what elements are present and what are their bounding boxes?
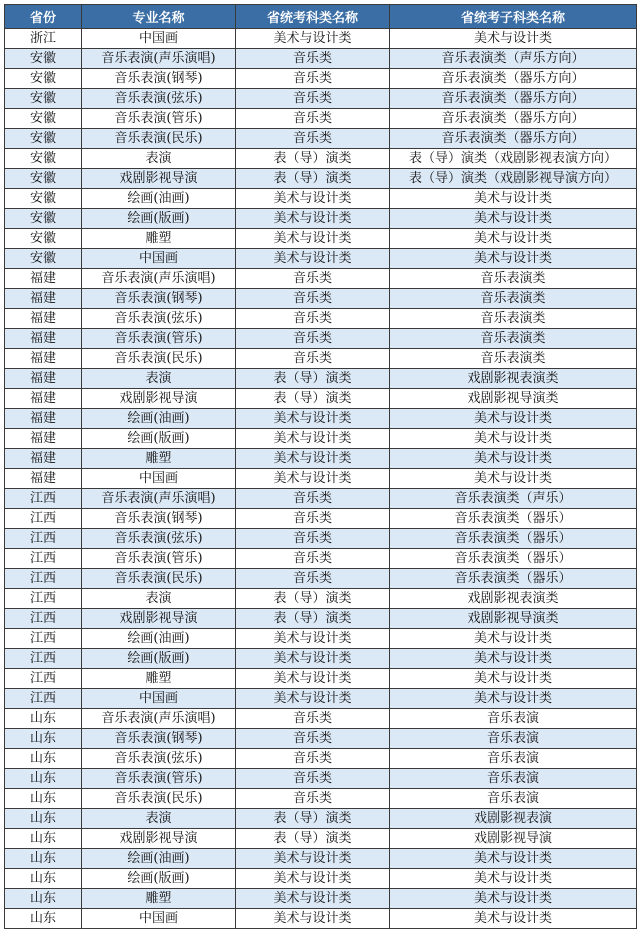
cell-exam-subcategory: 美术与设计类 [390, 469, 637, 489]
cell-exam-subcategory: 音乐表演 [390, 769, 637, 789]
cell-major-name: 音乐表演(管乐) [82, 549, 236, 569]
cell-exam-category: 美术与设计类 [236, 429, 390, 449]
cell-exam-category: 音乐类 [236, 509, 390, 529]
cell-major-name: 音乐表演(钢琴) [82, 289, 236, 309]
cell-major-name: 绘画(油画) [82, 849, 236, 869]
table-row [5, 889, 637, 909]
cell-exam-category: 音乐类 [236, 309, 390, 329]
cell-major-name: 雕塑 [82, 889, 236, 909]
cell-province: 山东 [5, 829, 82, 849]
cell-major-name: 表演 [82, 589, 236, 609]
cell-major-name: 绘画(版画) [82, 429, 236, 449]
cell-exam-category: 音乐类 [236, 109, 390, 129]
cell-province: 江西 [5, 549, 82, 569]
cell-exam-subcategory: 表（导）演类（戏剧影视导演方向） [390, 169, 637, 189]
cell-exam-subcategory: 美术与设计类 [390, 669, 637, 689]
table-row [5, 89, 637, 109]
cell-province: 福建 [5, 389, 82, 409]
table-row [5, 129, 637, 149]
cell-exam-category: 音乐类 [236, 289, 390, 309]
cell-province: 福建 [5, 269, 82, 289]
cell-province: 山东 [5, 729, 82, 749]
cell-major-name: 戏剧影视导演 [82, 389, 236, 409]
cell-province: 安徽 [5, 89, 82, 109]
cell-exam-category: 美术与设计类 [236, 649, 390, 669]
table-row [5, 789, 637, 809]
cell-exam-category: 美术与设计类 [236, 629, 390, 649]
cell-province: 山东 [5, 749, 82, 769]
cell-province: 江西 [5, 589, 82, 609]
cell-exam-subcategory: 音乐表演类（器乐方向） [390, 129, 637, 149]
cell-exam-subcategory: 美术与设计类 [390, 849, 637, 869]
cell-major-name: 音乐表演(弦乐) [82, 89, 236, 109]
table-row [5, 589, 637, 609]
cell-major-name: 戏剧影视导演 [82, 169, 236, 189]
cell-province: 安徽 [5, 49, 82, 69]
cell-province: 山东 [5, 849, 82, 869]
cell-province: 江西 [5, 689, 82, 709]
cell-province: 安徽 [5, 109, 82, 129]
cell-exam-subcategory: 美术与设计类 [390, 449, 637, 469]
cell-province: 福建 [5, 309, 82, 329]
table-row [5, 309, 637, 329]
cell-major-name: 绘画(版画) [82, 209, 236, 229]
cell-province: 安徽 [5, 229, 82, 249]
table-row [5, 249, 637, 269]
cell-major-name: 绘画(版画) [82, 649, 236, 669]
cell-exam-category: 表（导）演类 [236, 389, 390, 409]
table-row [5, 709, 637, 729]
cell-exam-category: 美术与设计类 [236, 469, 390, 489]
cell-province: 山东 [5, 769, 82, 789]
cell-exam-subcategory: 美术与设计类 [390, 429, 637, 449]
table-row [5, 429, 637, 449]
cell-province: 江西 [5, 649, 82, 669]
cell-exam-subcategory: 美术与设计类 [390, 909, 637, 929]
table-row [5, 869, 637, 889]
cell-exam-category: 音乐类 [236, 269, 390, 289]
table-row [5, 329, 637, 349]
table-row [5, 469, 637, 489]
table-row [5, 649, 637, 669]
table-row [5, 749, 637, 769]
cell-province: 山东 [5, 889, 82, 909]
cell-major-name: 表演 [82, 809, 236, 829]
table-row [5, 29, 637, 49]
cell-province: 福建 [5, 349, 82, 369]
cell-major-name: 音乐表演(民乐) [82, 349, 236, 369]
cell-exam-subcategory: 音乐表演类 [390, 349, 637, 369]
cell-province: 江西 [5, 529, 82, 549]
cell-exam-subcategory: 音乐表演类（声乐） [390, 489, 637, 509]
cell-major-name: 音乐表演(民乐) [82, 129, 236, 149]
cell-exam-category: 表（导）演类 [236, 369, 390, 389]
cell-exam-category: 美术与设计类 [236, 29, 390, 49]
cell-major-name: 表演 [82, 149, 236, 169]
cell-province: 安徽 [5, 149, 82, 169]
cell-exam-subcategory: 美术与设计类 [390, 209, 637, 229]
major-table-container [4, 4, 636, 929]
table-row [5, 449, 637, 469]
cell-province: 山东 [5, 709, 82, 729]
cell-major-name: 雕塑 [82, 229, 236, 249]
cell-major-name: 戏剧影视导演 [82, 609, 236, 629]
cell-province: 福建 [5, 369, 82, 389]
cell-major-name: 音乐表演(声乐演唱) [82, 269, 236, 289]
cell-exam-category: 音乐类 [236, 749, 390, 769]
table-row [5, 169, 637, 189]
cell-exam-category: 音乐类 [236, 769, 390, 789]
cell-major-name: 中国画 [82, 29, 236, 49]
header-province: 省份 [5, 5, 82, 29]
major-category-table [4, 4, 637, 929]
cell-province: 浙江 [5, 29, 82, 49]
cell-major-name: 绘画(版画) [82, 869, 236, 889]
cell-major-name: 绘画(油画) [82, 409, 236, 429]
cell-exam-category: 美术与设计类 [236, 229, 390, 249]
cell-exam-category: 音乐类 [236, 49, 390, 69]
cell-province: 安徽 [5, 69, 82, 89]
cell-exam-category: 美术与设计类 [236, 449, 390, 469]
cell-province: 福建 [5, 429, 82, 449]
cell-exam-subcategory: 音乐表演类（器乐） [390, 529, 637, 549]
table-row [5, 629, 637, 649]
cell-exam-category: 音乐类 [236, 129, 390, 149]
cell-exam-subcategory: 音乐表演类（器乐） [390, 569, 637, 589]
cell-exam-subcategory: 美术与设计类 [390, 629, 637, 649]
table-row [5, 689, 637, 709]
table-row [5, 49, 637, 69]
cell-exam-category: 音乐类 [236, 329, 390, 349]
cell-exam-subcategory: 戏剧影视导演 [390, 829, 637, 849]
table-row [5, 109, 637, 129]
cell-exam-category: 美术与设计类 [236, 689, 390, 709]
cell-province: 江西 [5, 609, 82, 629]
header-exam-category: 省统考科类名称 [236, 5, 390, 29]
cell-exam-category: 表（导）演类 [236, 169, 390, 189]
table-row [5, 69, 637, 89]
header-exam-subcategory: 省统考子科类名称 [390, 5, 637, 29]
cell-major-name: 音乐表演(弦乐) [82, 529, 236, 549]
cell-exam-subcategory: 音乐表演类（器乐方向） [390, 109, 637, 129]
cell-exam-category: 表（导）演类 [236, 809, 390, 829]
cell-major-name: 音乐表演(声乐演唱) [82, 709, 236, 729]
cell-exam-subcategory: 戏剧影视表演类 [390, 589, 637, 609]
cell-province: 福建 [5, 329, 82, 349]
cell-major-name: 音乐表演(民乐) [82, 569, 236, 589]
cell-exam-category: 音乐类 [236, 89, 390, 109]
table-row [5, 549, 637, 569]
cell-exam-subcategory: 音乐表演类 [390, 289, 637, 309]
cell-major-name: 音乐表演(弦乐) [82, 749, 236, 769]
cell-province: 福建 [5, 409, 82, 429]
table-row [5, 349, 637, 369]
cell-exam-category: 音乐类 [236, 549, 390, 569]
cell-major-name: 音乐表演(管乐) [82, 329, 236, 349]
cell-exam-subcategory: 音乐表演类（器乐） [390, 549, 637, 569]
cell-major-name: 戏剧影视导演 [82, 829, 236, 849]
table-header-row [5, 5, 637, 29]
cell-exam-subcategory: 美术与设计类 [390, 689, 637, 709]
cell-exam-subcategory: 音乐表演类（声乐方向） [390, 49, 637, 69]
cell-major-name: 雕塑 [82, 449, 236, 469]
cell-exam-category: 音乐类 [236, 569, 390, 589]
cell-exam-subcategory: 音乐表演类（器乐方向） [390, 89, 637, 109]
cell-exam-subcategory: 戏剧影视导演类 [390, 609, 637, 629]
cell-exam-subcategory: 戏剧影视表演 [390, 809, 637, 829]
table-row [5, 149, 637, 169]
cell-exam-subcategory: 美术与设计类 [390, 249, 637, 269]
cell-major-name: 音乐表演(钢琴) [82, 69, 236, 89]
table-row [5, 809, 637, 829]
cell-exam-category: 音乐类 [236, 709, 390, 729]
table-row [5, 389, 637, 409]
table-row [5, 269, 637, 289]
cell-exam-category: 音乐类 [236, 789, 390, 809]
cell-province: 福建 [5, 449, 82, 469]
cell-exam-subcategory: 戏剧影视导演类 [390, 389, 637, 409]
cell-exam-subcategory: 美术与设计类 [390, 409, 637, 429]
cell-exam-subcategory: 音乐表演类 [390, 329, 637, 349]
cell-exam-category: 美术与设计类 [236, 669, 390, 689]
cell-exam-subcategory: 表（导）演类（戏剧影视表演方向） [390, 149, 637, 169]
table-row [5, 569, 637, 589]
cell-province: 江西 [5, 629, 82, 649]
cell-exam-category: 音乐类 [236, 69, 390, 89]
table-body [5, 29, 637, 929]
cell-exam-subcategory: 美术与设计类 [390, 869, 637, 889]
cell-exam-category: 美术与设计类 [236, 889, 390, 909]
cell-exam-subcategory: 音乐表演类 [390, 269, 637, 289]
cell-exam-category: 表（导）演类 [236, 829, 390, 849]
cell-exam-subcategory: 美术与设计类 [390, 29, 637, 49]
cell-exam-category: 音乐类 [236, 529, 390, 549]
cell-exam-category: 美术与设计类 [236, 249, 390, 269]
table-row [5, 669, 637, 689]
cell-province: 山东 [5, 869, 82, 889]
table-row [5, 489, 637, 509]
table-row [5, 609, 637, 629]
cell-exam-category: 美术与设计类 [236, 849, 390, 869]
cell-major-name: 音乐表演(声乐演唱) [82, 49, 236, 69]
header-major-name: 专业名称 [82, 5, 236, 29]
cell-exam-category: 表（导）演类 [236, 149, 390, 169]
cell-exam-subcategory: 音乐表演类（器乐） [390, 509, 637, 529]
cell-province: 山东 [5, 809, 82, 829]
cell-province: 安徽 [5, 209, 82, 229]
cell-exam-subcategory: 音乐表演 [390, 789, 637, 809]
cell-exam-category: 表（导）演类 [236, 609, 390, 629]
cell-province: 安徽 [5, 129, 82, 149]
cell-province: 安徽 [5, 169, 82, 189]
table-row [5, 769, 637, 789]
cell-major-name: 雕塑 [82, 669, 236, 689]
cell-major-name: 音乐表演(管乐) [82, 769, 236, 789]
table-row [5, 289, 637, 309]
cell-province: 江西 [5, 489, 82, 509]
cell-exam-category: 音乐类 [236, 489, 390, 509]
cell-province: 山东 [5, 789, 82, 809]
cell-major-name: 音乐表演(钢琴) [82, 729, 236, 749]
cell-major-name: 中国画 [82, 689, 236, 709]
cell-province: 江西 [5, 669, 82, 689]
table-row [5, 209, 637, 229]
cell-major-name: 音乐表演(民乐) [82, 789, 236, 809]
cell-province: 江西 [5, 509, 82, 529]
cell-province: 安徽 [5, 189, 82, 209]
cell-exam-subcategory: 美术与设计类 [390, 229, 637, 249]
cell-exam-category: 音乐类 [236, 349, 390, 369]
cell-major-name: 绘画(油画) [82, 189, 236, 209]
cell-province: 安徽 [5, 249, 82, 269]
cell-exam-category: 美术与设计类 [236, 209, 390, 229]
table-row [5, 409, 637, 429]
table-row [5, 509, 637, 529]
table-row [5, 529, 637, 549]
cell-exam-subcategory: 音乐表演 [390, 749, 637, 769]
cell-exam-category: 音乐类 [236, 729, 390, 749]
table-row [5, 189, 637, 209]
cell-province: 山东 [5, 909, 82, 929]
table-row [5, 849, 637, 869]
cell-major-name: 音乐表演(声乐演唱) [82, 489, 236, 509]
cell-exam-category: 美术与设计类 [236, 869, 390, 889]
cell-major-name: 中国画 [82, 469, 236, 489]
cell-exam-subcategory: 美术与设计类 [390, 889, 637, 909]
table-row [5, 729, 637, 749]
cell-major-name: 中国画 [82, 249, 236, 269]
cell-major-name: 音乐表演(管乐) [82, 109, 236, 129]
cell-exam-subcategory: 音乐表演类 [390, 309, 637, 329]
cell-major-name: 表演 [82, 369, 236, 389]
cell-major-name: 绘画(油画) [82, 629, 236, 649]
cell-exam-subcategory: 戏剧影视表演类 [390, 369, 637, 389]
table-row [5, 229, 637, 249]
cell-major-name: 音乐表演(钢琴) [82, 509, 236, 529]
table-row [5, 829, 637, 849]
cell-exam-subcategory: 美术与设计类 [390, 189, 637, 209]
cell-exam-subcategory: 美术与设计类 [390, 649, 637, 669]
cell-major-name: 中国画 [82, 909, 236, 929]
cell-province: 福建 [5, 469, 82, 489]
cell-exam-subcategory: 音乐表演 [390, 729, 637, 749]
cell-province: 江西 [5, 569, 82, 589]
table-row [5, 369, 637, 389]
cell-exam-subcategory: 音乐表演类（器乐方向） [390, 69, 637, 89]
cell-exam-category: 美术与设计类 [236, 189, 390, 209]
cell-exam-category: 美术与设计类 [236, 409, 390, 429]
cell-exam-category: 表（导）演类 [236, 589, 390, 609]
table-row [5, 909, 637, 929]
cell-major-name: 音乐表演(弦乐) [82, 309, 236, 329]
cell-exam-category: 美术与设计类 [236, 909, 390, 929]
cell-exam-subcategory: 音乐表演 [390, 709, 637, 729]
cell-province: 福建 [5, 289, 82, 309]
